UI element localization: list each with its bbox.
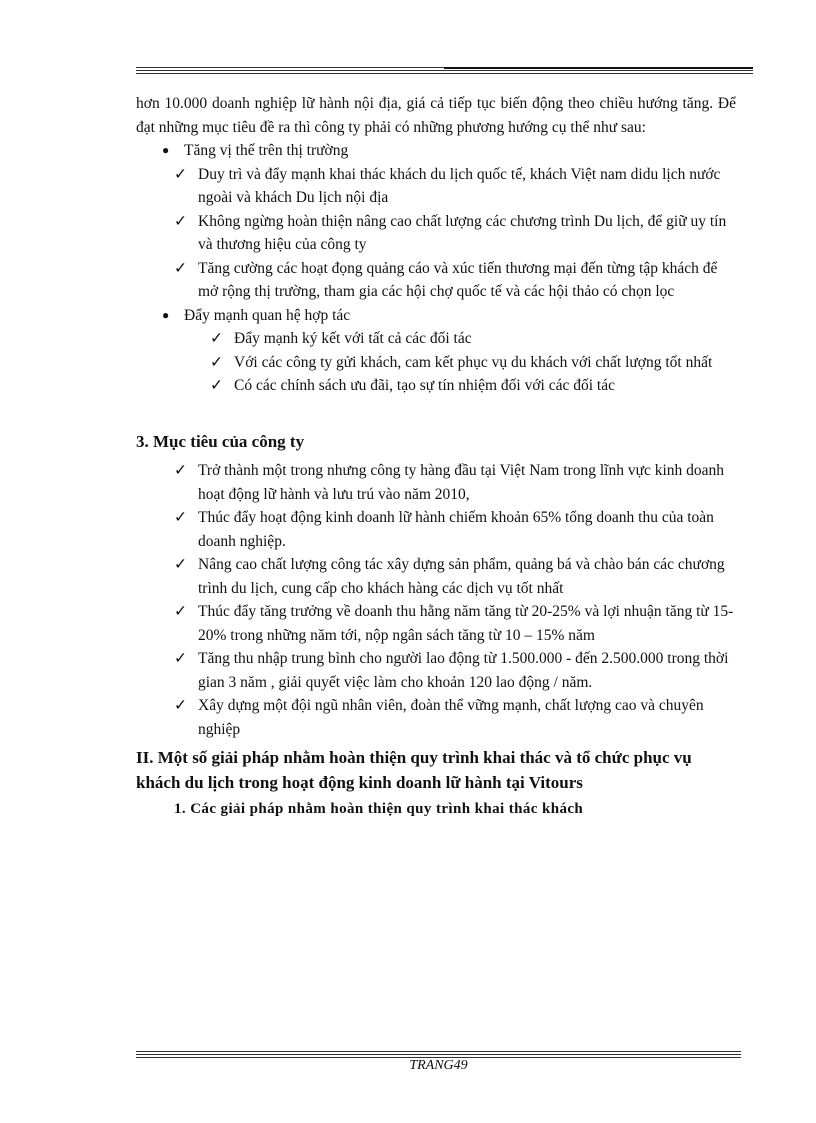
checkmark-icon: ✓ [174,697,187,714]
bullet-icon: ● [162,307,170,322]
check-item: ✓ Không ngừng hoàn thiện nâng cao chất lượng các chương trình Du lịch, để giữ uy tín và thương hiệu của công ty [136,210,736,257]
check-item: ✓ Tăng thu nhập trung bình cho người lao động từ 1.500.000 - đến 2.500.000 trong thời gian 3 năm , giải quyết việc làm cho khoản 120 lao động / năm. [136,647,736,694]
checkmark-icon: ✓ [174,556,187,573]
checkmark-icon: ✓ [174,212,187,230]
page-body [136,92,736,822]
bullet-label: Tăng vị thế trên thị trường [184,142,349,159]
checkmark-icon: ✓ [210,377,223,394]
checkmark-icon: ✓ [174,509,187,526]
check-item: ✓ Có các chính sách ưu đãi, tạo sự tín nhiệm đối với các đối tác [136,374,736,398]
bullet-item [136,139,736,163]
check-item: ✓ Thúc đẩy hoạt động kinh doanh lữ hành chiếm khoản 65% tổng doanh thu của toàn doanh nghiệp. [136,506,736,553]
check-item: ✓ Trở thành một trong nhưng công ty hàng đầu tại Việt Nam trong lĩnh vực kinh doanh hoạt động lữ hành và lưu trú vào năm 2010, [136,459,736,506]
bullet-icon: ● [162,143,170,157]
direction-list [136,139,736,398]
checkmark-icon: ✓ [174,259,187,277]
checkmark-icon: ✓ [174,165,187,183]
bullet-item [136,304,736,328]
footer-rule [136,1051,741,1058]
header-rule [136,67,753,74]
checkmark-icon: ✓ [174,462,187,479]
intro-paragraph: hơn 10.000 doanh nghiệp lữ hành nội địa, giá cả tiếp tục biến động theo chiều hướng tăng. Để đạt những mục tiêu đề ra thì công ty phải có những phương hướng cụ thể như sau: [136,95,736,136]
checkmark-icon: ✓ [210,330,223,347]
part-heading: II. Một số giải pháp nhằm hoàn thiện quy trình khai thác và tổ chức phục vụ khách du lịch trong hoạt động kinh doanh lữ hành tại Vitours [136,748,692,792]
check-item: ✓ Tăng cường các hoạt đọng quảng cáo và xúc tiến thương mại đến từng tập khách để mở rộng thị trường, tham gia các hội chợ quốc tế và các hội thảo có chọn lọc [136,257,736,304]
check-item: ✓ Nâng cao chất lượng công tác xây dựng sản phẩm, quảng bá và chào bán các chương trình du lịch, cung cấp cho khách hàng các dịch vụ tốt nhất [136,553,736,600]
check-item: ✓ Đẩy mạnh ký kết với tất cả các đối tác [136,327,736,351]
checkmark-icon: ✓ [210,353,223,371]
page-number: TRANG49 [409,1058,468,1073]
check-item: ✓ Thúc đẩy tăng trưởng về doanh thu hằng năm tăng từ 20-25% và lợi nhuận tăng từ 15-20% trong những năm tới, nộp ngân sách tăng từ 10 – 15% năm [136,600,736,647]
goals-list [136,459,736,741]
bullet-label: Đẩy mạnh quan hệ hợp tác [184,306,351,324]
subsection-heading: 1. Các giải pháp nhằm hoàn thiện quy trình khai thác khách [174,801,584,817]
check-item: ✓ Với các công ty gửi khách, cam kết phục vụ du khách với chất lượng tốt nhất [136,351,736,375]
section-heading: 3. Mục tiêu của công ty [136,431,305,451]
checkmark-icon: ✓ [174,603,187,620]
checkmark-icon: ✓ [174,650,187,667]
check-item: ✓ Duy trì và đẩy mạnh khai thác khách du lịch quốc tế, khách Việt nam didu lịch nước ngoài và khách Du lịch nội địa [136,163,736,210]
check-item: ✓ Xây dựng một đội ngũ nhân viên, đoàn thể vững mạnh, chất lượng cao và chuyên nghiệp [136,694,736,741]
